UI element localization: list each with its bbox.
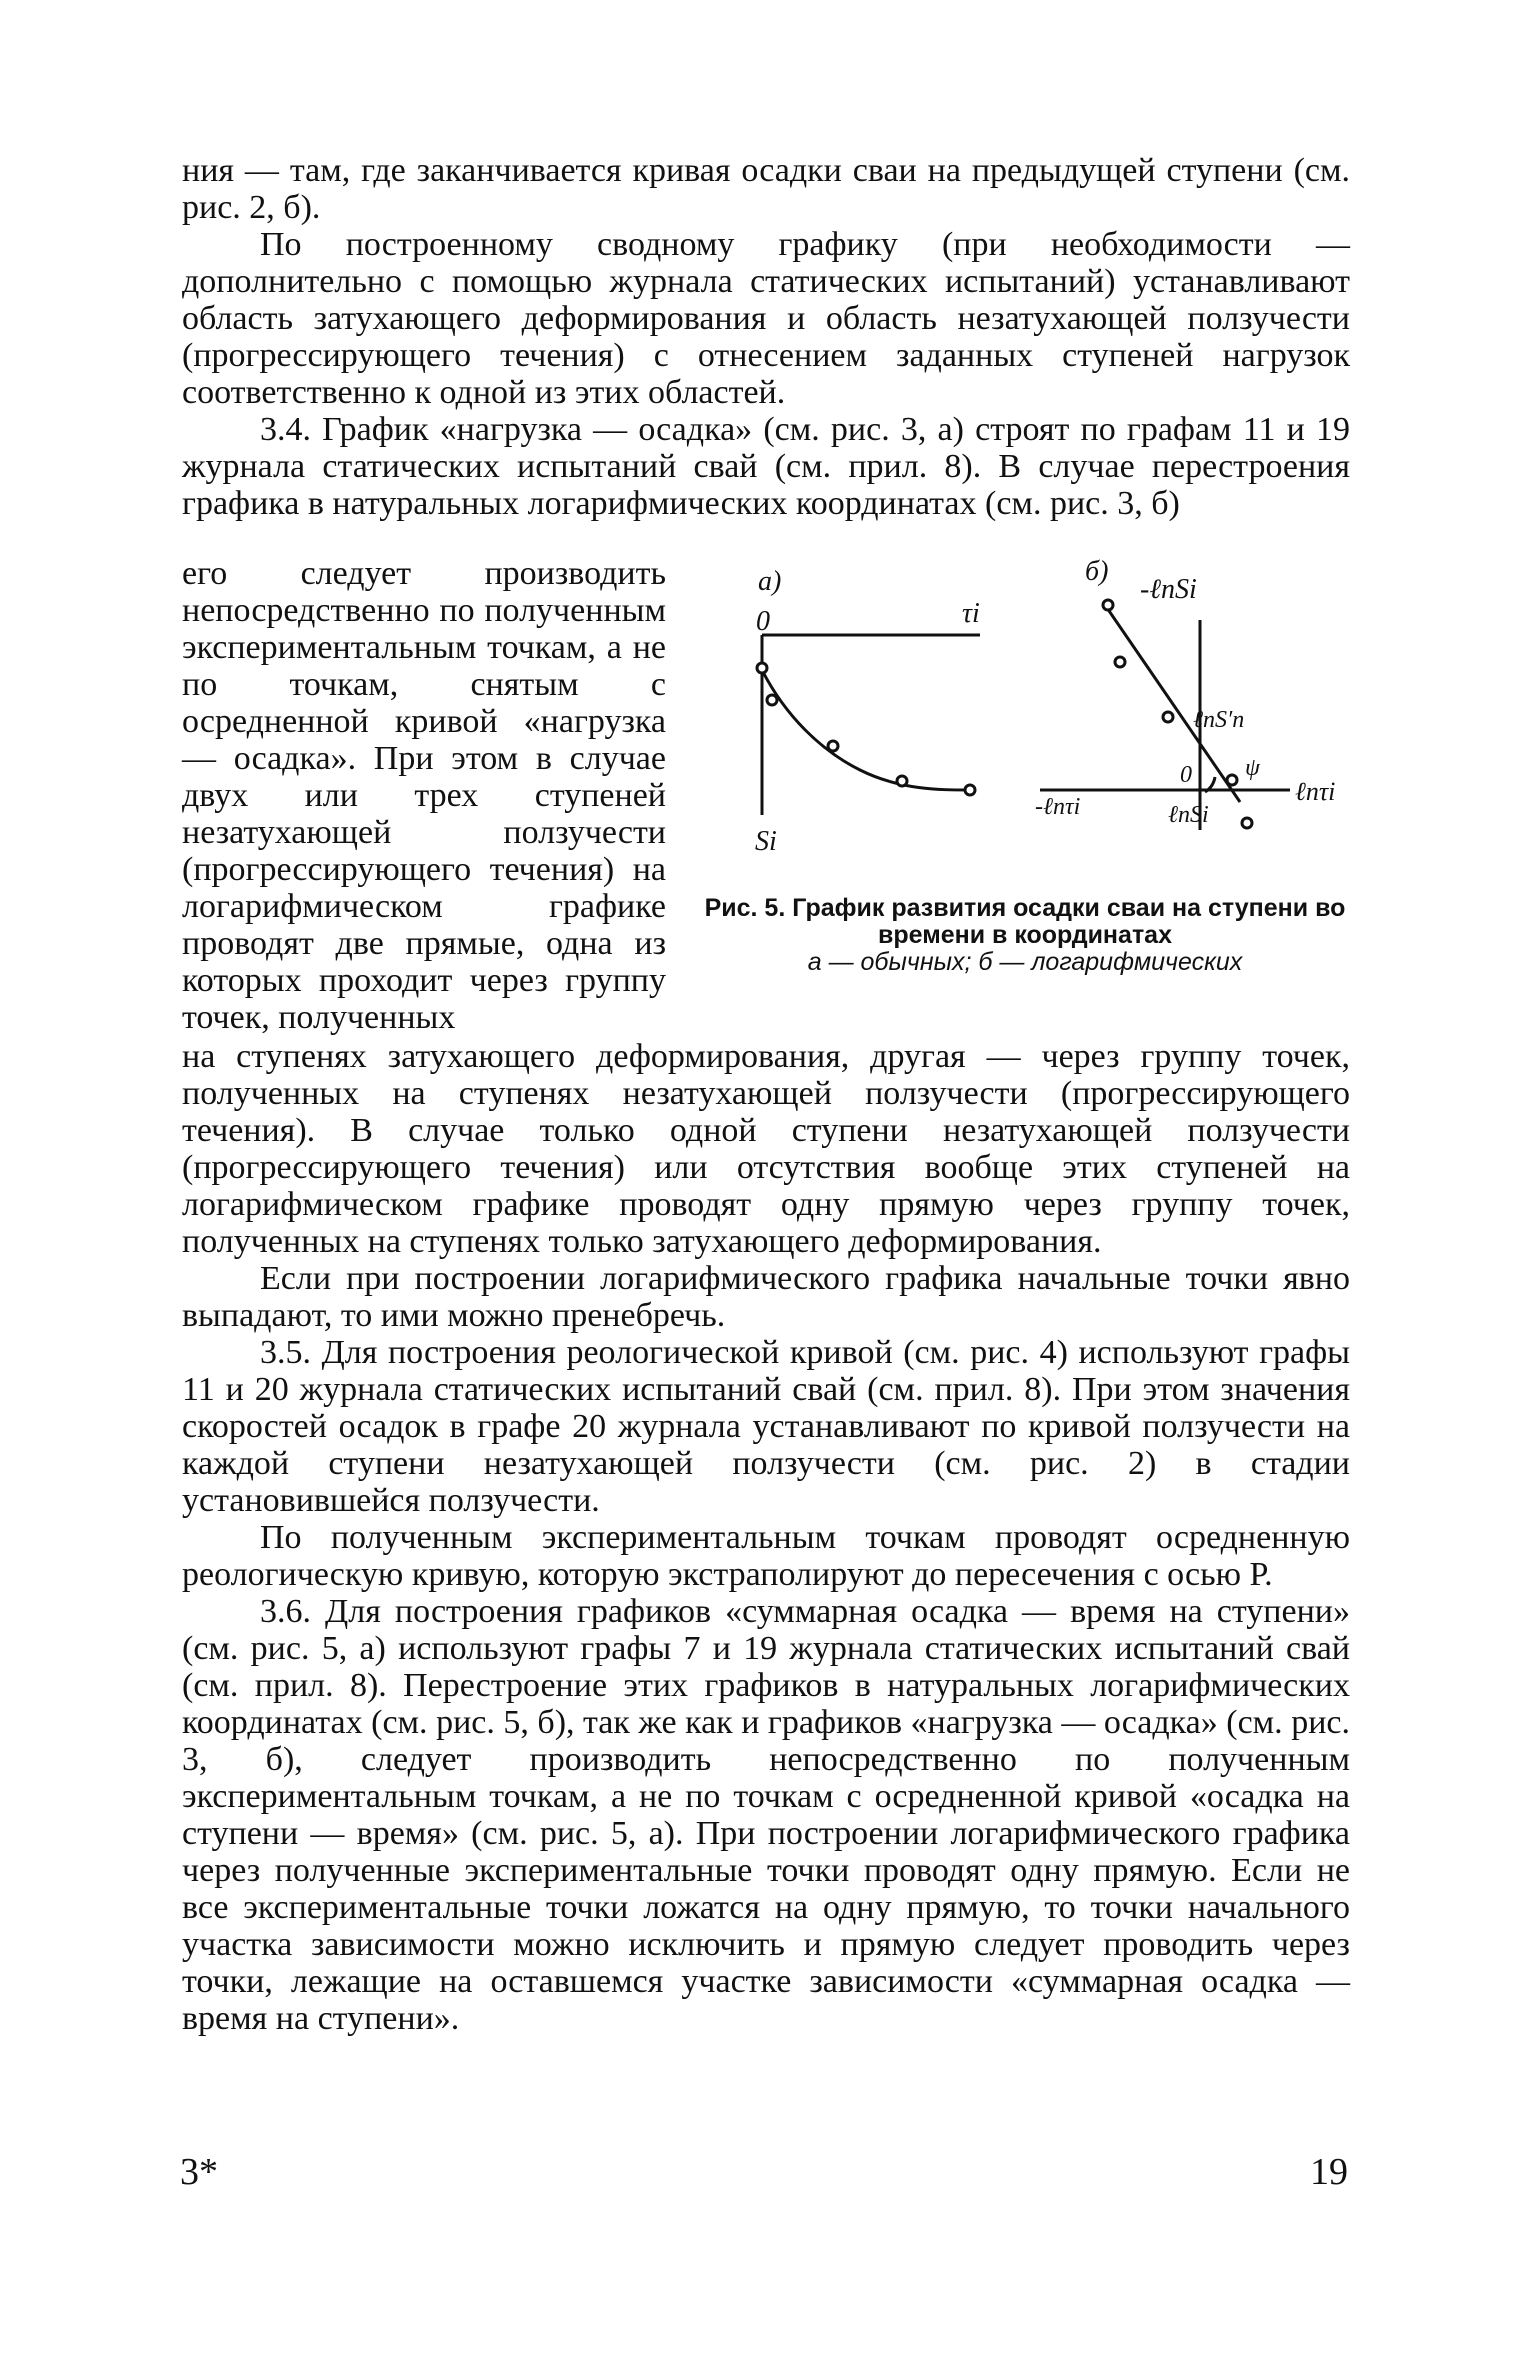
intro-paragraph-2: По построенному сводному графику (при необходимости — дополнительно с помощью журнала статических испытаний) устанавливают область затухающего деформирования и область незатухающей ползучести (прогрессирующего течения) с отнесением заданных ступеней нагрузок соответственно к одной из этих областей. bbox=[182, 226, 1350, 411]
intro-paragraph-1: ния — там, где заканчивается кривая осадки сваи на предыдущей ступени (см. рис. 2, б). bbox=[182, 152, 1350, 226]
page-signature: 3* bbox=[180, 2151, 218, 2193]
b-point bbox=[1227, 775, 1237, 785]
b-origin-label: 0 bbox=[1180, 762, 1192, 788]
panel-b-label: б) bbox=[1085, 556, 1109, 587]
b-psi-label: ψ bbox=[1245, 755, 1260, 781]
section-3-5-paragraph-2: По полученным экспериментальным точкам проводят осредненную реологическую кривую, которую экстраполируют до пересечения с осью Р. bbox=[182, 1519, 1350, 1593]
main-body-block bbox=[182, 1038, 1350, 2037]
b-point bbox=[1242, 818, 1252, 828]
page-number: 19 bbox=[1310, 2151, 1348, 2193]
b-ln-s-label: ℓnSi bbox=[1168, 802, 1209, 828]
section-3-4-paragraph-2: Если при построении логарифмического графика начальные точки явно выпадают, то ими можно пренебречь. bbox=[182, 1260, 1350, 1334]
section-3-4-wrap-column bbox=[182, 555, 666, 1036]
a-point bbox=[965, 785, 975, 795]
b-neg-ln-t-label: -ℓnτi bbox=[1035, 794, 1081, 820]
section-3-4-lead: 3.4. График «нагрузка — осадка» (см. рис. 3, а) строят по графам 11 и 19 журнала статических испытаний свай (см. прил. 8). В случае перестроения графика в натуральных логарифмических координатах (см. рис. 3, б) bbox=[182, 411, 1350, 522]
section-3-5-paragraph-1: 3.5. Для построения реологической кривой (см. рис. 4) используют графы 11 и 20 журнала статических испытаний свай (см. прил. 8). При этом значения скоростей осадок в графе 20 журнала устанавливают по кривой ползучести на каждой ступени незатухающей ползучести (см. рис. 2) в стадии установившейся ползучести. bbox=[182, 1334, 1350, 1519]
b-line bbox=[1105, 605, 1240, 802]
a-point bbox=[897, 776, 907, 786]
figure-5-graphics bbox=[700, 530, 1350, 900]
figure-5-caption-subtitle: а — обычных; б — логарифмических bbox=[807, 948, 1243, 976]
a-y-label: Si bbox=[755, 826, 777, 857]
b-neg-ln-s-label: -ℓnSi bbox=[1140, 574, 1197, 605]
a-point bbox=[828, 741, 838, 751]
intro-block bbox=[182, 152, 1350, 522]
a-point bbox=[767, 695, 777, 705]
section-3-6-paragraph-1: 3.6. Для построения графиков «суммарная осадка — время на ступени» (см. рис. 5, а) используют графы 7 и 19 журнала статических испытаний свай (см. прил. 8). Перестроение этих графиков в натуральных логарифмических координатах (см. рис. 5, б), так же как и графиков «нагрузка — осадка» (см. рис. 3, б), следует производить непосредственно по полученным экспериментальным точкам, а не по точкам с осредненной кривой «осадка на ступени — время» (см. рис. 5, а). При построении логарифмического графика через полученные экспериментальные точки проводят одну прямую. Если не все экспериментальные точки ложатся на одну прямую, то точки начального участка зависимости можно исключить и прямую следует проводить через точки, лежащие на оставшемся участке зависимости «суммарная осадка — время на ступени». bbox=[182, 1593, 1350, 2037]
b-point bbox=[1163, 712, 1173, 722]
section-3-4-continuation: на ступенях затухающего деформирования, другая — через группу точек, полученных на ступенях незатухающей ползучести (прогрессирующего течения). В случае только одной ступени незатухающей ползучести (прогрессирующего течения) или отсутствия вообще этих ступеней на логарифмическом графике проводят одну прямую через группу точек, полученных на ступенях только затухающего деформирования. bbox=[182, 1038, 1350, 1260]
a-point bbox=[757, 663, 767, 673]
b-ln-s-pi-label: ℓnS′п bbox=[1193, 707, 1245, 733]
b-ln-t-label: ℓnτi bbox=[1295, 777, 1336, 806]
a-curve bbox=[762, 670, 970, 790]
b-point bbox=[1115, 657, 1125, 667]
a-x-label: τi bbox=[962, 598, 980, 629]
figure-5-caption bbox=[700, 895, 1350, 976]
b-point bbox=[1103, 600, 1113, 610]
panel-a-label: а) bbox=[758, 566, 782, 597]
a-origin-label: 0 bbox=[756, 606, 770, 637]
figure-5-caption-title: Рис. 5. График развития осадки сваи на ступени во времени в координатах bbox=[704, 894, 1346, 949]
section-3-4-wrap-text: его следует производить непосредственно по полученным экспериментальным точкам, а не по точкам, снятым с осредненной кривой «нагрузка — осадка». При этом в случае двух или трех ступеней незатухающей ползучести (прогрессирующего течения) на логарифмическом графике проводят две прямые, одна из которых проходит через группу точек, полученных bbox=[182, 555, 666, 1036]
